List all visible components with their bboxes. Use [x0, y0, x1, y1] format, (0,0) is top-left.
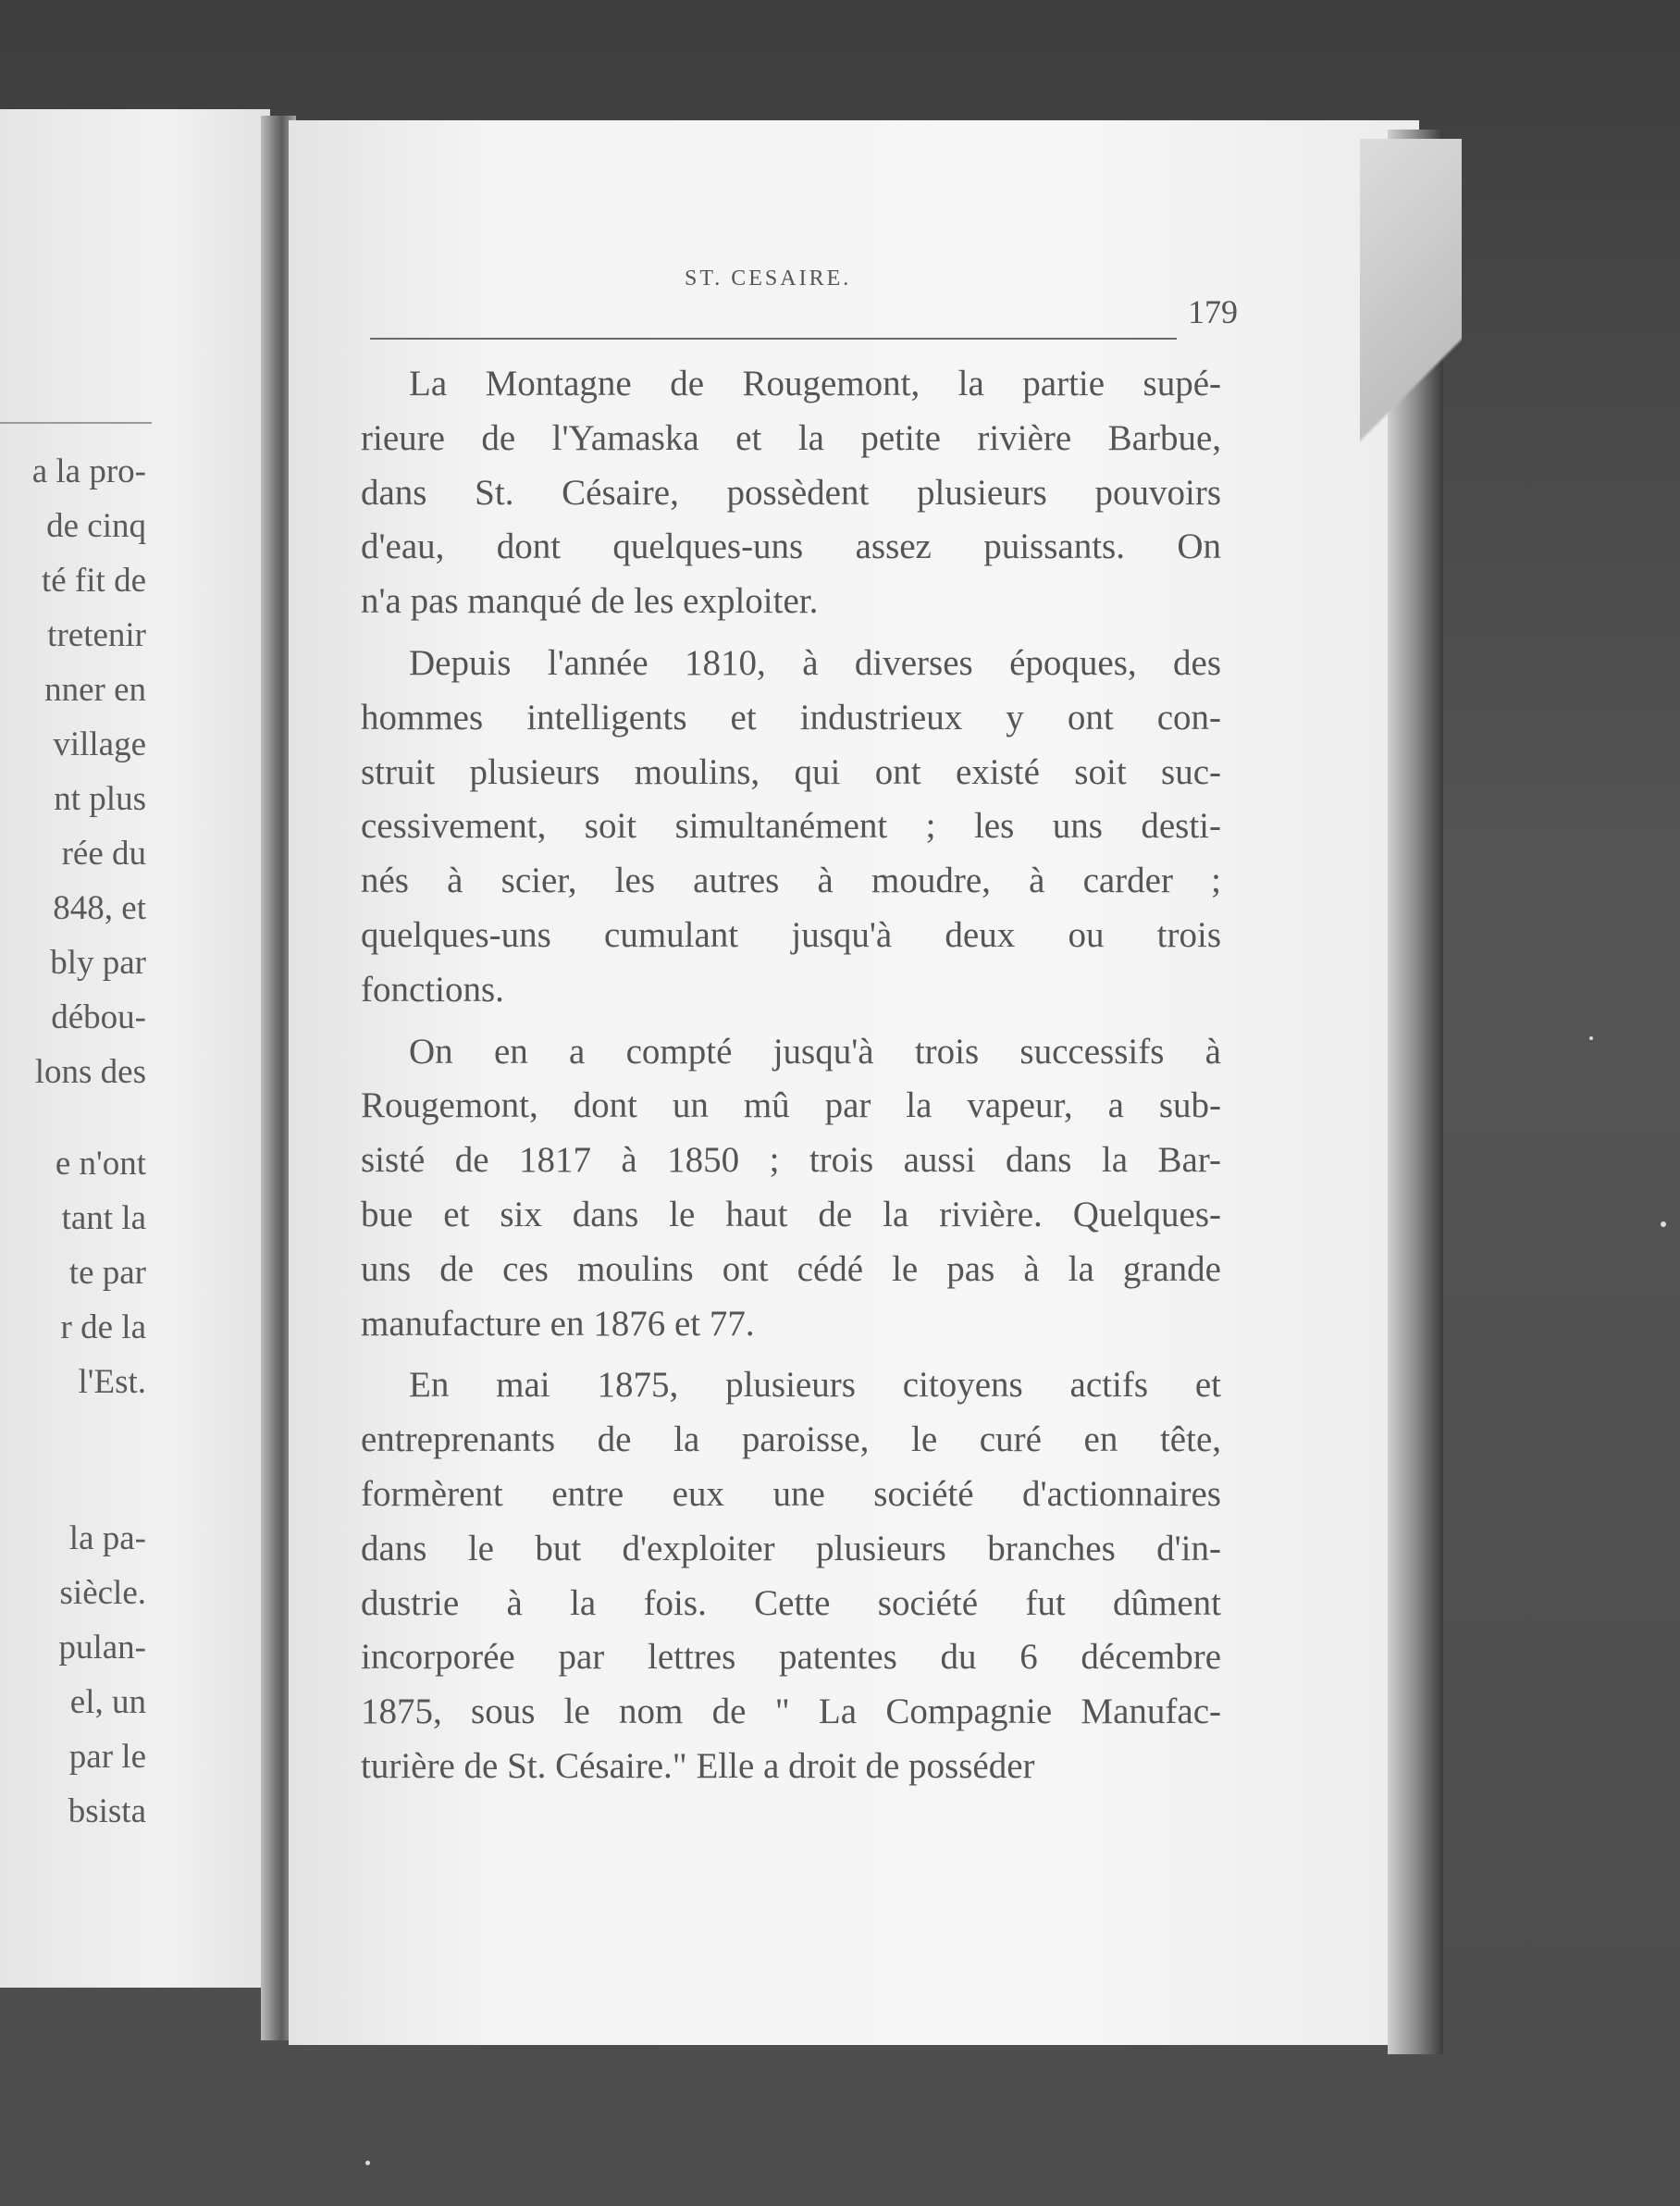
text-line: 1875, sous le nom de " La Compagnie Manufac- [361, 1692, 1221, 1732]
left-page-line: r de la [60, 1308, 146, 1346]
text-line: hommes intelligents et industrieux y ont con- [361, 697, 1221, 737]
left-page-line: nner en [44, 671, 146, 709]
text-line: En mai 1875, plusieurs citoyens actifs et [409, 1365, 1221, 1406]
left-page-line: l'Est. [78, 1363, 146, 1401]
left-page-line: te par [68, 1254, 146, 1292]
folded-corner [1360, 139, 1462, 537]
left-page-line: bsista [68, 1792, 146, 1830]
dust-speck [1589, 1036, 1593, 1040]
page-number: 179 [1188, 293, 1238, 330]
header-rule [370, 338, 1177, 340]
left-page-line: tretenir [47, 616, 146, 654]
left-page-line: a la pro- [31, 452, 146, 490]
text-line: On en a compté jusqu'à trois successifs à [409, 1031, 1221, 1072]
left-page-line: siècle. [59, 1574, 146, 1612]
text-line: dustrie à la fois. Cette société fut dûment [361, 1582, 1221, 1623]
left-page-line: de cinq [46, 507, 146, 545]
paragraph-3 [361, 1025, 1221, 1352]
left-page-line: té fit de [41, 562, 146, 600]
text-line: dans St. Césaire, possèdent plusieurs pouvoirs [361, 472, 1221, 513]
text-line: fonctions. [361, 969, 504, 1010]
paragraph-1 [361, 357, 1221, 629]
text-line: Rougemont, dont un mû par la vapeur, a sub- [361, 1085, 1221, 1126]
left-page-line: débou- [51, 998, 146, 1036]
dust-speck [365, 2161, 370, 2165]
paragraph-2 [361, 637, 1221, 1018]
left-page-line: par le [68, 1738, 146, 1776]
text-line: turière de St. Césaire." Elle a droit de posséder [361, 1745, 1035, 1786]
text-line: d'eau, dont quelques-uns assez puissants. On [361, 527, 1221, 567]
text-line: rieure de l'Yamaska et la petite rivière Barbue, [361, 417, 1221, 458]
left-page-line: pulan- [58, 1629, 146, 1667]
left-page-line: la pa- [68, 1519, 146, 1557]
left-page [0, 109, 270, 1988]
text-line: formèrent entre eux une société d'actionnaires [361, 1473, 1221, 1514]
left-page-line: 848, et [53, 889, 146, 927]
left-page-line: tant la [61, 1199, 146, 1237]
text-line: entreprenants de la paroisse, le curé en tête, [361, 1419, 1221, 1460]
left-page-line: lons des [34, 1053, 146, 1091]
text-line: uns de ces moulins ont cédé le pas à la grande [361, 1248, 1221, 1289]
left-page-line: e n'ont [55, 1145, 146, 1183]
text-line: struit plusieurs moulins, qui ont existé soit suc- [361, 751, 1221, 792]
text-line: sisté de 1817 à 1850 ; trois aussi dans la Bar- [361, 1140, 1221, 1181]
dust-speck [1661, 1221, 1666, 1227]
text-line: dans le but d'exploiter plusieurs branches d'in- [361, 1528, 1221, 1568]
text-line: quelques-uns cumulant jusqu'à deux ou trois [361, 914, 1221, 955]
running-head: ST. CESAIRE. [685, 266, 852, 291]
text-line: Depuis l'année 1810, à diverses époques, des [409, 642, 1221, 683]
left-page-line: village [53, 725, 146, 763]
body-text [361, 357, 1221, 1794]
text-line: cessivement, soit simultanément ; les uns desti- [361, 806, 1221, 847]
left-page-line: el, un [69, 1683, 146, 1721]
left-page-line: rée du [61, 835, 146, 873]
text-line: manufacture en 1876 et 77. [361, 1303, 755, 1344]
left-page-rule [0, 422, 152, 424]
left-page-line: bly par [50, 944, 146, 982]
paragraph-4 [361, 1358, 1221, 1793]
text-line: nés à scier, les autres à moudre, à carder ; [361, 861, 1221, 901]
left-page-line: nt plus [54, 780, 146, 818]
text-line: n'a pas manqué de les exploiter. [361, 581, 819, 622]
text-line: incorporée par lettres patentes du 6 décembre [361, 1637, 1221, 1678]
text-line: bue et six dans le haut de la rivière. Quelques- [361, 1194, 1221, 1234]
text-line: La Montagne de Rougemont, la partie supé- [409, 364, 1221, 403]
